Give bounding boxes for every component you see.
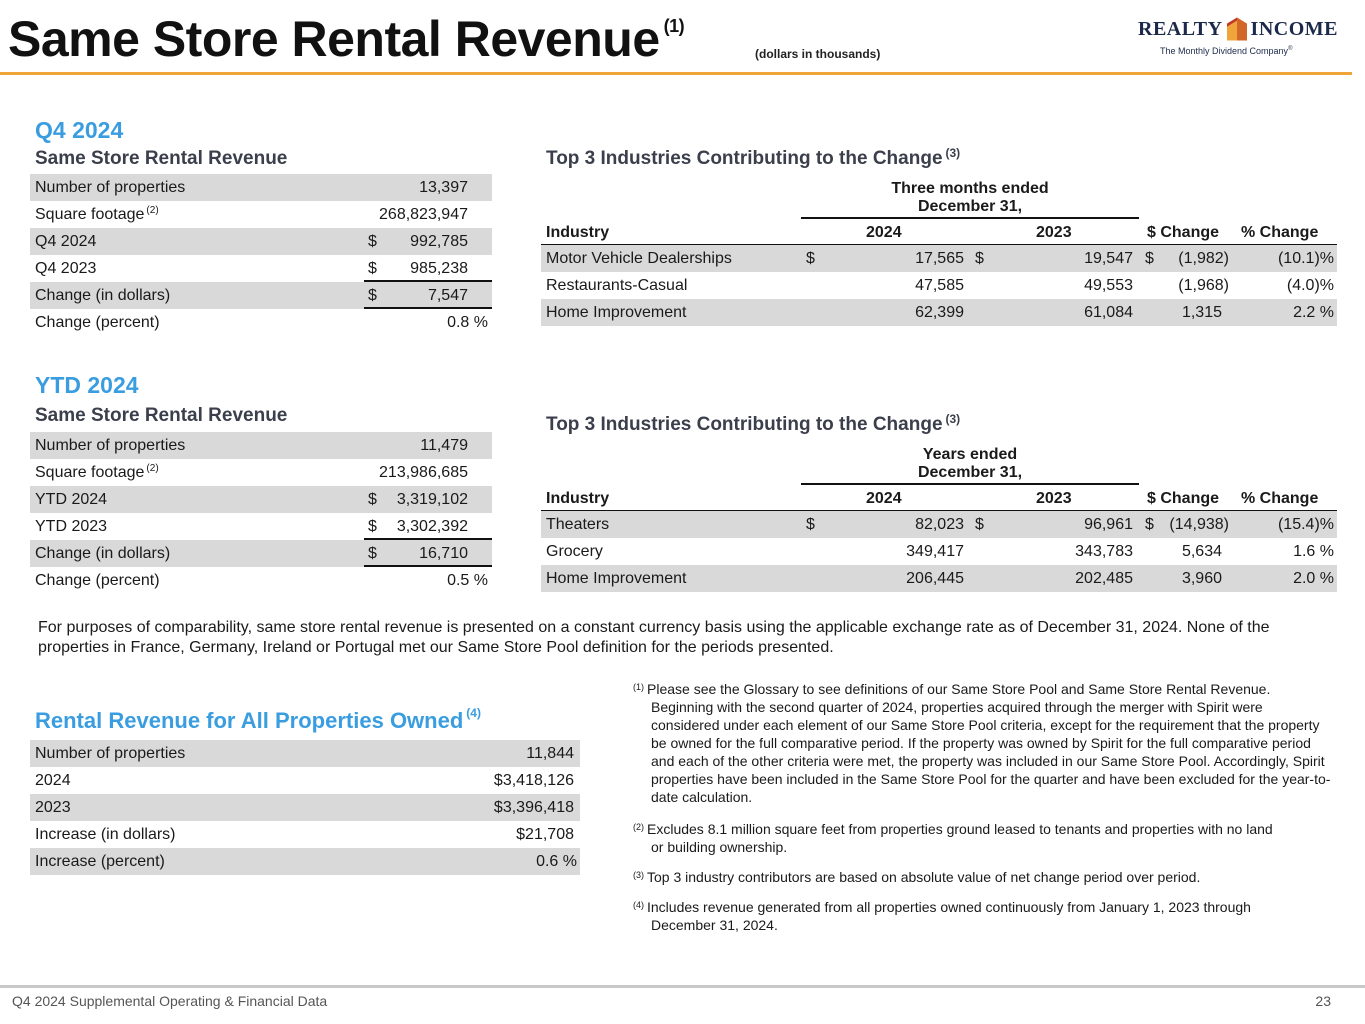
footnote-3 — [633, 868, 1333, 886]
row-label — [35, 282, 170, 309]
row-label: Increase (percent) — [35, 853, 165, 870]
header-rule — [0, 72, 1352, 75]
footnotes — [633, 680, 1333, 934]
row-label — [35, 309, 160, 336]
period-header-rule — [801, 217, 1139, 219]
row-label: 2024 — [35, 772, 71, 789]
footnote-continuation: or building ownership. — [651, 839, 788, 855]
dollar-change: 1,315 — [1181, 304, 1222, 321]
row-label-text: Number of properties — [35, 179, 186, 196]
all-properties-title — [35, 708, 481, 734]
page-title — [8, 10, 684, 68]
row-label-text: YTD 2023 — [35, 518, 108, 535]
row-label — [35, 432, 185, 459]
ytd-industries-title-text: Top 3 Industries Contributing to the Change — [546, 414, 943, 435]
dollar-sign: $ — [806, 250, 815, 267]
footnote-text: Please see the Glossary to see definitions of our Same Store Pool and Same Store Rental Revenue. — [647, 681, 1271, 697]
row-value: 0.8 % — [447, 314, 488, 331]
logo-word-left: REALTY — [1138, 17, 1223, 40]
logo-tagline-text: The Monthly Dividend Company — [1160, 46, 1289, 56]
row-value: 992,785 — [410, 233, 468, 250]
row-label — [35, 201, 159, 228]
footnote-mark: (2) — [633, 822, 644, 832]
value-2024: 17,565 — [915, 250, 964, 267]
table-row — [30, 513, 492, 540]
table-row — [30, 740, 580, 767]
footnote-first-line — [633, 868, 1333, 886]
col-header-industry: Industry — [546, 490, 610, 507]
footnote-text: Top 3 industry contributors are based on absolute value of net change period over period. — [647, 869, 1201, 885]
row-value: 7,547 — [427, 287, 468, 304]
dollar-sign: $ — [368, 545, 377, 562]
table-row — [30, 228, 492, 255]
row-label-text: Change (percent) — [35, 314, 160, 331]
row-label-text: Number of properties — [35, 437, 186, 454]
q4-industries-table — [541, 180, 1337, 326]
footer-rule — [0, 985, 1365, 988]
percent-change: 2.0 % — [1293, 570, 1334, 587]
col-header-2024: 2024 — [866, 490, 902, 507]
value-2024: 82,023 — [915, 516, 964, 533]
ytd-industries-title — [546, 414, 960, 436]
percent-change: 1.6 % — [1293, 543, 1334, 560]
period-header-line1: Three months ended — [891, 180, 1049, 197]
ytd-industries-footnote-mark: (3) — [945, 412, 961, 426]
dollar-sign: $ — [975, 250, 984, 267]
col-header-percent-change: % Change — [1241, 490, 1319, 507]
row-label-text: Change (in dollars) — [35, 545, 171, 562]
footer-document-name: Q4 2024 Supplemental Operating & Financial Data — [12, 993, 328, 1009]
col-header-2024: 2024 — [866, 224, 902, 241]
dollar-sign: $ — [975, 516, 984, 533]
table-row — [30, 767, 580, 794]
comparability-note: For purposes of comparability, same store rental revenue is presented on a constant currency basis using the applicable exchange rate as of December 31, 2024. None of the properties in France, Germany, Ireland or Portugal met our Same Store Pool definition for the periods presented. — [38, 619, 1270, 656]
industry-name: Restaurants-Casual — [546, 277, 688, 294]
dollar-change: (1,968) — [1178, 277, 1229, 294]
percent-change: (15.4)% — [1277, 516, 1334, 533]
percent-change: 2.2 % — [1293, 304, 1334, 321]
row-label-text: Change (in dollars) — [35, 287, 171, 304]
all-properties-table — [30, 740, 580, 875]
table-row — [30, 255, 492, 282]
dollar-sign: $ — [368, 491, 377, 508]
row-value: $21,708 — [516, 826, 574, 843]
ytd-industries-table — [541, 446, 1337, 592]
dollar-sign: $ — [806, 516, 815, 533]
row-footnote-mark: (2) — [146, 205, 159, 216]
value-2024: 62,399 — [915, 304, 964, 321]
row-value: 3,302,392 — [396, 518, 468, 535]
industry-name: Theaters — [546, 516, 610, 533]
row-value: 268,823,947 — [379, 206, 468, 223]
row-label-text: Square footage — [35, 206, 145, 223]
table-row — [541, 511, 1337, 538]
ytd-table-title: Same Store Rental Revenue — [35, 405, 288, 426]
units-note: (dollars in thousands) — [755, 47, 881, 61]
row-label — [35, 567, 160, 594]
row-value: 11,479 — [420, 437, 468, 454]
q4-industries-title — [546, 148, 960, 170]
period-header-line2: December 31, — [917, 198, 1023, 215]
logo-word-right: INCOME — [1250, 17, 1338, 40]
dollar-sign: $ — [368, 260, 377, 277]
row-value: 0.6 % — [536, 853, 577, 870]
dollar-sign: $ — [368, 518, 377, 535]
table-row — [30, 540, 492, 567]
logo-registered-mark: ® — [1288, 46, 1293, 52]
dollar-sign: $ — [368, 233, 377, 250]
dollar-sign: $ — [368, 287, 377, 304]
table-row — [30, 821, 580, 848]
col-header-2023: 2023 — [1036, 224, 1072, 241]
footnote-continuation: Beginning with the second quarter of 2024, properties acquired through the merger with Spirit were considered under each element of our Same Store Pool criteria, except for the requirement that the property be owned for the full comparative period. If the property was owned by Spirit for the full comparative period and each of the other criteria were met, the property was included in our Same Store Pool. Accordingly, Spirit properties have been included in the Same Store Pool for the quarter and have been excluded for the year-to-date calculation. — [651, 699, 1331, 805]
row-value: 3,319,102 — [396, 491, 468, 508]
dollar-change: 5,634 — [1181, 543, 1222, 560]
table-row — [541, 538, 1337, 565]
ytd-period-heading: YTD 2024 — [35, 372, 139, 398]
q4-same-store-table — [30, 174, 492, 336]
row-label — [35, 255, 96, 282]
table-row — [541, 299, 1337, 326]
value-2024: 349,417 — [906, 543, 964, 560]
table-row — [30, 201, 492, 228]
logo-house-icon — [1227, 14, 1247, 44]
q4-industries-title-text: Top 3 Industries Contributing to the Change — [546, 148, 943, 169]
q4-industries-footnote-mark: (3) — [945, 146, 961, 160]
footnote-continuation: December 31, 2024. — [651, 917, 778, 933]
footnote-4 — [633, 898, 1333, 934]
dollar-sign: $ — [1145, 250, 1154, 267]
row-label — [35, 540, 170, 567]
page-number: 23 — [1315, 993, 1331, 1009]
row-label-text: Q4 2023 — [35, 260, 97, 277]
value-2024: 206,445 — [906, 570, 964, 587]
row-label: Increase (in dollars) — [35, 826, 176, 843]
dollar-change: (14,938) — [1169, 516, 1229, 533]
row-value: 0.5 % — [447, 572, 488, 589]
col-header-dollar-change: $ Change — [1147, 490, 1220, 507]
row-label — [35, 174, 185, 201]
dollar-sign: $ — [1145, 516, 1154, 533]
dollar-change: 3,960 — [1181, 570, 1222, 587]
page-title-text: Same Store Rental Revenue — [8, 11, 660, 67]
table-row — [541, 272, 1337, 299]
period-header-line2: December 31, — [917, 464, 1023, 481]
table-row — [30, 567, 492, 594]
period-header-rule — [801, 483, 1139, 485]
value-2023: 96,961 — [1084, 516, 1133, 533]
row-label — [35, 228, 96, 255]
industry-name: Home Improvement — [546, 570, 687, 587]
all-properties-title-text: Rental Revenue for All Properties Owned — [35, 708, 464, 733]
table-row — [541, 245, 1337, 272]
footnote-mark: (4) — [633, 900, 644, 910]
period-header-line1: Years ended — [922, 446, 1018, 463]
industry-name: Home Improvement — [546, 304, 687, 321]
row-label-text: Change (percent) — [35, 572, 160, 589]
logo-tagline — [1160, 46, 1338, 56]
row-label — [35, 513, 107, 540]
row-value: 985,238 — [410, 260, 468, 277]
percent-change: (10.1)% — [1277, 250, 1334, 267]
footnote-first-line — [633, 680, 1333, 698]
row-label: 2023 — [35, 799, 71, 816]
row-value: $3,418,126 — [493, 772, 574, 789]
value-2023: 61,084 — [1084, 304, 1133, 321]
row-label-text: Square footage — [35, 464, 145, 481]
col-header-percent-change: % Change — [1241, 224, 1319, 241]
table-row — [30, 848, 580, 875]
footnote-first-line — [633, 898, 1333, 916]
row-value: $3,396,418 — [493, 799, 574, 816]
industry-name: Motor Vehicle Dealerships — [546, 250, 732, 267]
value-2023: 202,485 — [1075, 570, 1133, 587]
table-row — [30, 794, 580, 821]
row-label — [35, 459, 159, 486]
table-row — [30, 174, 492, 201]
all-properties-footnote-mark: (4) — [466, 706, 481, 720]
footnote-1 — [633, 680, 1333, 806]
dollar-change: (1,982) — [1178, 250, 1229, 267]
row-label: Number of properties — [35, 745, 186, 762]
table-row — [30, 282, 492, 309]
footnote-2 — [633, 820, 1333, 856]
title-footnote-mark: (1) — [663, 16, 685, 36]
col-header-dollar-change: $ Change — [1147, 224, 1220, 241]
col-header-2023: 2023 — [1036, 490, 1072, 507]
footnote-mark: (1) — [633, 682, 644, 692]
table-row — [30, 309, 492, 336]
value-2023: 343,783 — [1075, 543, 1133, 560]
row-label — [35, 486, 107, 513]
table-row — [30, 432, 492, 459]
q4-period-heading: Q4 2024 — [35, 117, 124, 143]
industry-name: Grocery — [546, 543, 603, 560]
percent-change: (4.0)% — [1286, 277, 1334, 294]
row-value: 13,397 — [419, 179, 468, 196]
row-value: 11,844 — [526, 745, 574, 762]
value-2024: 47,585 — [915, 277, 964, 294]
row-label-text: Q4 2024 — [35, 233, 97, 250]
row-label-text: YTD 2024 — [35, 491, 108, 508]
ytd-same-store-table — [30, 432, 492, 594]
footnote-mark: (3) — [633, 870, 644, 880]
table-row — [30, 486, 492, 513]
footnote-text: Excludes 8.1 million square feet from properties ground leased to tenants and properties with no land — [647, 821, 1273, 837]
table-row — [30, 459, 492, 486]
row-footnote-mark: (2) — [146, 463, 159, 474]
row-value: 213,986,685 — [379, 464, 468, 481]
footnote-text: Includes revenue generated from all properties owned continuously from January 1, 2023 through — [647, 899, 1251, 915]
footnote-first-line — [633, 820, 1333, 838]
q4-table-title: Same Store Rental Revenue — [35, 148, 288, 169]
row-value: 16,710 — [419, 545, 468, 562]
company-logo — [1138, 14, 1338, 62]
value-2023: 49,553 — [1084, 277, 1133, 294]
value-2023: 19,547 — [1084, 250, 1133, 267]
col-header-industry: Industry — [546, 224, 610, 241]
table-row — [541, 565, 1337, 592]
